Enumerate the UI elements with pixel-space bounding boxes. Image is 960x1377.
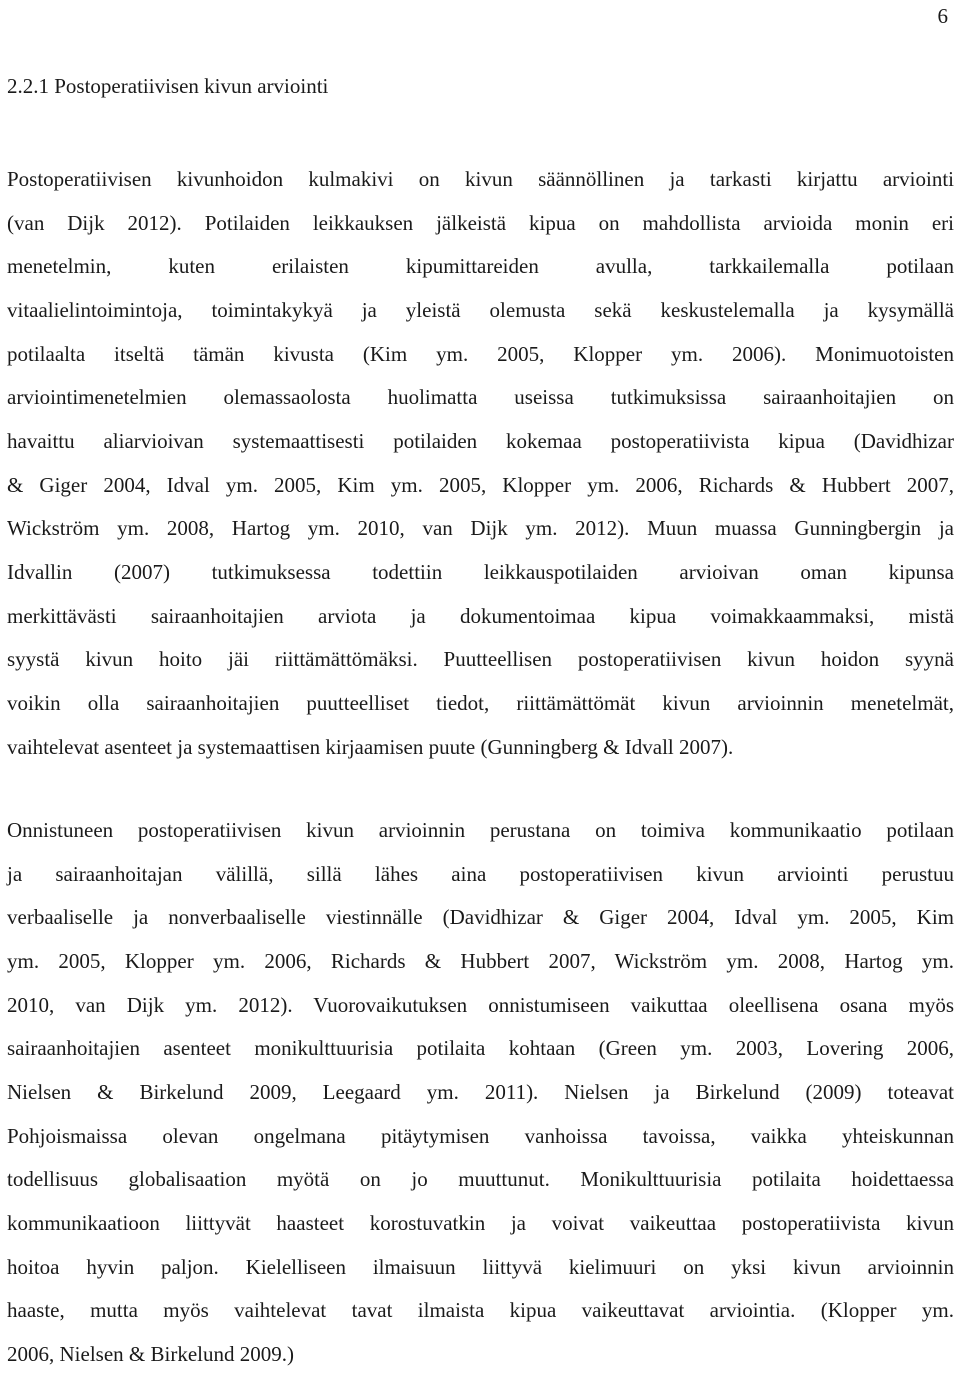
- text-line: Nielsen & Birkelund 2009, Leegaard ym. 2011). Nielsen ja Birkelund (2009) toteavat: [7, 1079, 954, 1104]
- paragraph-postoperative-pain-assessment: [7, 158, 954, 769]
- text-line: 2010, van Dijk ym. 2012). Vuorovaikutuksen onnistumiseen vaikuttaa oleellisena osana myös: [7, 992, 954, 1017]
- text-line: syystä kivun hoito jäi riittämättömäksi. Puutteellisen postoperatiivisen kivun hoidon syynä: [7, 647, 954, 672]
- text-line: vitaalielintoimintoja, toimintakykyä ja yleistä olemusta sekä keskustelemalla ja kysymällä: [7, 297, 954, 322]
- text-line: arviointimenetelmien olemassaolosta huolimatta useissa tutkimuksissa sairaanhoitajien on: [7, 385, 954, 410]
- text-line: hoitoa hyvin paljon. Kielelliseen ilmaisuun liittyvä kielimuuri on yksi kivun arvioinnin: [7, 1254, 954, 1279]
- text-line: verbaaliselle ja nonverbaaliselle viestinnälle (Davidhizar & Giger 2004, Idval ym. 2005, Kim: [7, 905, 954, 930]
- text-line: haaste, mutta myös vaihtelevat tavat ilmaista kipua vaikeuttavat arviointia. (Klopper ym.: [7, 1298, 954, 1323]
- text-line: Wickström ym. 2008, Hartog ym. 2010, van Dijk ym. 2012). Muun muassa Gunningbergin ja: [7, 516, 954, 541]
- text-line: Onnistuneen postoperatiivisen kivun arvioinnin perustana on toimiva kommunikaatio potilaan: [7, 818, 954, 842]
- text-line: vaihtelevat asenteet ja systemaattisen kirjaamisen puute (Gunningberg & Idvall 2007).: [7, 734, 734, 759]
- text-line: havaittu aliarvioivan systemaattisesti potilaiden kokemaa postoperatiivista kipua (Davidhizar: [7, 428, 954, 453]
- text-line: potilaalta itseltä tämän kivusta (Kim ym. 2005, Klopper ym. 2006). Monimuotoisten: [7, 341, 954, 366]
- text-line: & Giger 2004, Idval ym. 2005, Kim ym. 2005, Klopper ym. 2006, Richards & Hubbert 2007,: [7, 472, 954, 497]
- text-line: Pohjoismaissa olevan ongelmana pitäytymisen vanhoissa tavoissa, vaikka yhteiskunnan: [7, 1123, 954, 1148]
- text-line: Postoperatiivisen kivunhoidon kulmakivi on kivun säännöllinen ja tarkasti kirjattu arviointi: [7, 167, 954, 191]
- text-line: sairaanhoitajien asenteet monikulttuurisia potilaita kohtaan (Green ym. 2003, Lovering 2006,: [7, 1036, 954, 1061]
- text-line: 2006, Nielsen & Birkelund 2009.): [7, 1341, 294, 1366]
- section-heading: 2.2.1 Postoperatiivisen kivun arviointi: [7, 74, 329, 98]
- text-line: Idvallin (2007) tutkimuksessa todettiin leikkauspotilaiden arvioivan oman kipunsa: [7, 559, 954, 584]
- paragraph-communication: [7, 809, 954, 1377]
- text-line: merkittävästi sairaanhoitajien arviota ja dokumentoimaa kipua voimakkaammaksi, mistä: [7, 603, 954, 628]
- text-line: todellisuus globalisaation myötä on jo muuttunut. Monikulttuurisia potilaita hoidettaessa: [7, 1167, 954, 1192]
- text-line: ym. 2005, Klopper ym. 2006, Richards & Hubbert 2007, Wickström ym. 2008, Hartog ym.: [7, 948, 954, 973]
- text-line: ja sairaanhoitajan välillä, sillä lähes aina postoperatiivisen kivun arviointi perustuu: [7, 861, 954, 886]
- text-line: voikin olla sairaanhoitajien puutteelliset tiedot, riittämättömät kivun arvioinnin menetelmät,: [7, 690, 954, 715]
- page-number: 6: [937, 4, 948, 28]
- text-line: menetelmin, kuten erilaisten kipumittareiden avulla, tarkkailemalla potilaan: [7, 254, 954, 279]
- text-line: kommunikaatioon liittyvät haasteet korostuvatkin ja voivat vaikeuttaa postoperatiivista kivun: [7, 1210, 954, 1235]
- text-line: (van Dijk 2012). Potilaiden leikkauksen jälkeistä kipua on mahdollista arvioida monin eri: [7, 210, 954, 235]
